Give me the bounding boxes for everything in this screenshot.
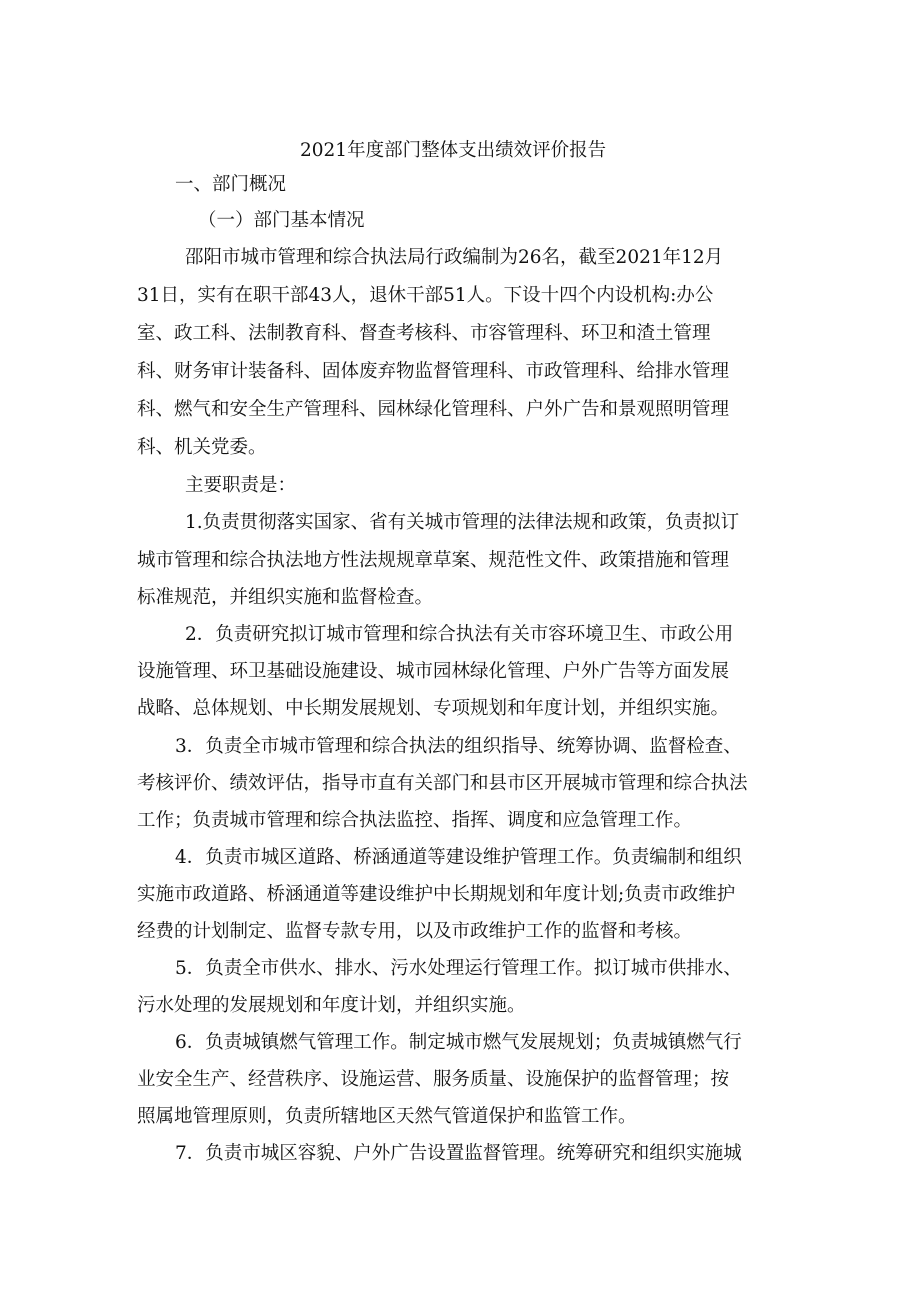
duty-line: 工作；负责城市管理和综合执法监控、指挥、调度和应急管理工作。 [137, 810, 693, 831]
section-heading: 一、部门概况 [175, 174, 287, 195]
duty-line: 战略、总体规划、中长期发展规划、专项规划和年度计划，并组织实施。 [137, 698, 730, 719]
duty-line: 5．负责全市供水、排水、污水处理运行管理工作。拟订城市供排水、 [175, 958, 742, 979]
subsection-heading: （一）部门基本情况 [198, 210, 365, 231]
duty-line: 1.负责贯彻落实国家、省有关城市管理的法律法规和政策，负责拟订 [185, 512, 740, 533]
duty-line: 设施管理、环卫基础设施建设、城市园林绿化管理、户外广告等方面发展 [137, 661, 730, 682]
duty-line: 考核评价、绩效评估，指导市直有关部门和县市区开展城市管理和综合执法 [137, 773, 748, 794]
duty-line: 业安全生产、经营秩序、设施运营、服务质量、设施保护的监督管理；按 [137, 1069, 730, 1090]
duty-line: 4．负责市城区道路、桥涵通道等建设维护管理工作。负责编制和组织 [175, 847, 742, 868]
duty-line: 经费的计划制定、监督专款专用，以及市政维护工作的监督和考核。 [137, 921, 693, 942]
paragraph-line: 室、政工科、法制教育科、督查考核科、市容管理科、环卫和渣土管理 [137, 323, 711, 344]
duty-line: 城市管理和综合执法地方性法规规章草案、规范性文件、政策措施和管理 [137, 550, 730, 571]
document-title: 2021年度部门整体支出绩效评价报告 [300, 140, 607, 161]
duty-line: 实施市政道路、桥涵通道等建设维护中长期规划和年度计划;负责市政维护 [137, 884, 736, 905]
paragraph-line: 31日，实有在职干部43人，退休干部51人。下设十四个内设机构:办公 [137, 285, 714, 306]
duties-heading: 主要职责是： [185, 475, 297, 496]
duty-line: 2．负责研究拟订城市管理和综合执法有关市容环境卫生、市政公用 [185, 624, 734, 645]
paragraph-line: 科、燃气和安全生产管理科、园林绿化管理科、户外广告和景观照明管理 [137, 399, 730, 420]
duty-line: 3．负责全市城市管理和综合执法的组织指导、统筹协调、监督检查、 [175, 736, 742, 757]
duty-line: 污水处理的发展规划和年度计划，并组织实施。 [137, 995, 526, 1016]
duty-line: 标准规范，并组织实施和监督检查。 [137, 587, 434, 608]
duty-line: 6．负责城镇燃气管理工作。制定城市燃气发展规划；负责城镇燃气行 [175, 1032, 742, 1053]
duty-line: 7．负责市城区容貌、户外广告设置监督管理。统筹研究和组织实施城 [175, 1143, 742, 1164]
paragraph-line: 科、财务审计装备科、固体废弃物监督管理科、市政管理科、给排水管理 [137, 361, 730, 382]
paragraph-line: 科、机关党委。 [137, 437, 267, 458]
duty-line: 照属地管理原则，负责所辖地区天然气管道保护和监管工作。 [137, 1106, 637, 1127]
paragraph-line: 邵阳市城市管理和综合执法局行政编制为26名，截至2021年12月 [185, 247, 724, 268]
